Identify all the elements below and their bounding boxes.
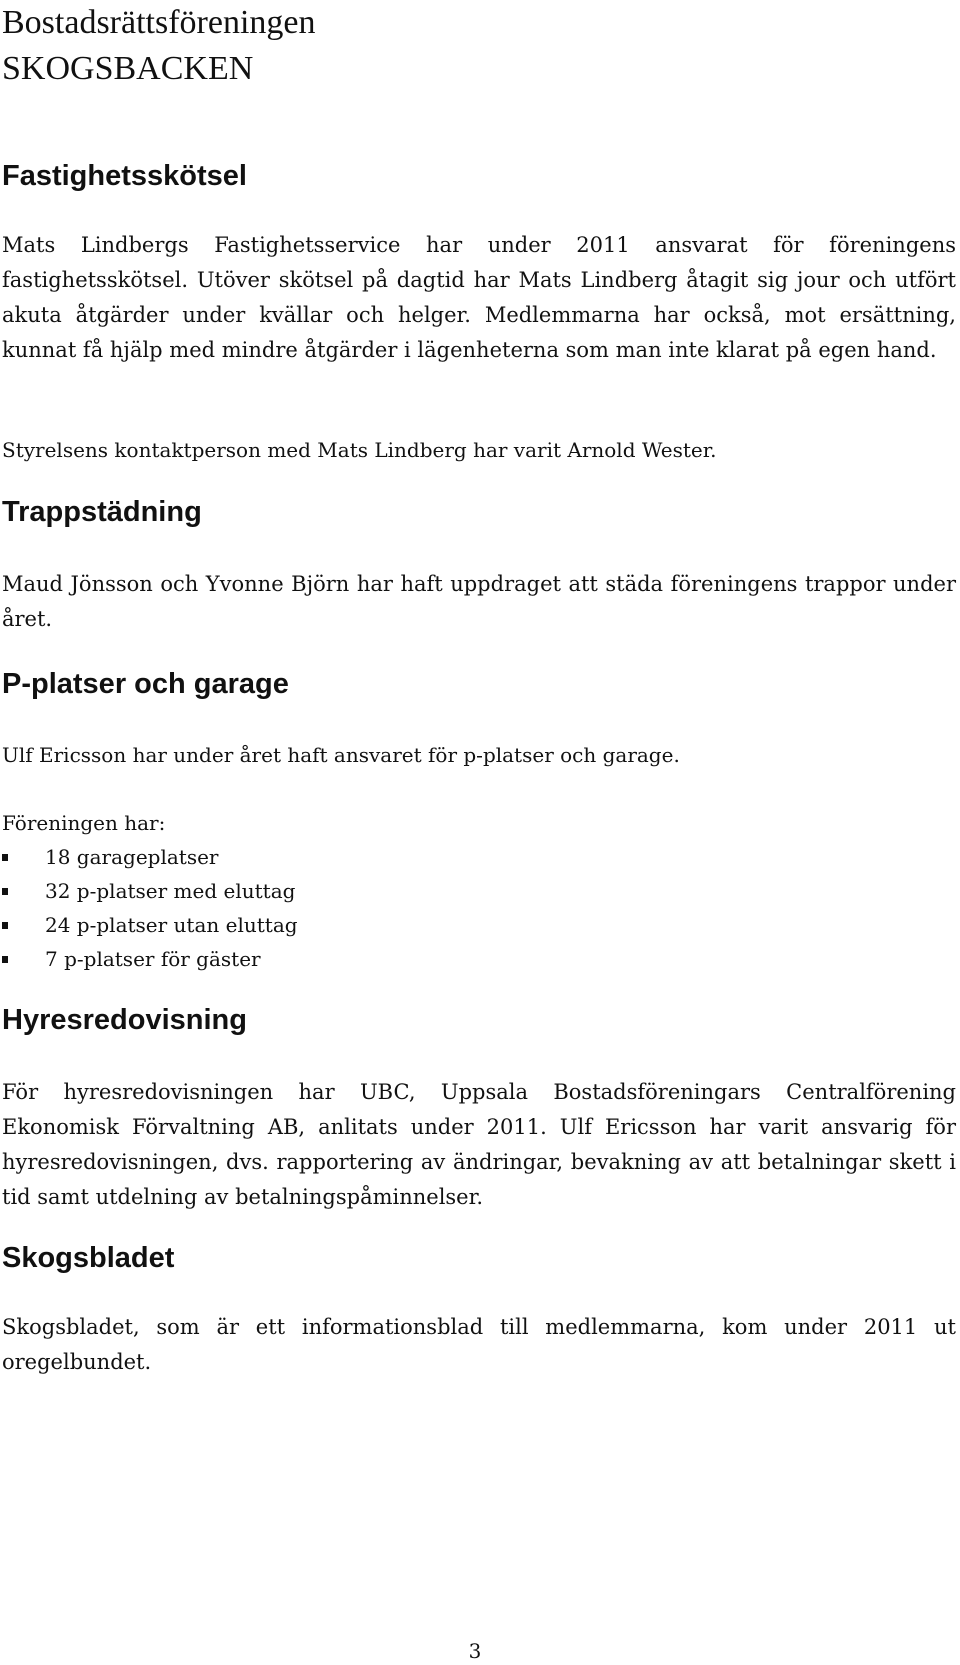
heading-skogsbladet: Skogsbladet <box>2 1242 175 1274</box>
list-item: 18 garageplatser <box>0 840 298 874</box>
bullet-icon <box>2 956 8 963</box>
list-item: 32 p-platser med eluttag <box>0 874 298 908</box>
paragraph-skogsbladet: Skogsbladet, som är ett informationsblad till medlemmarna, kom under 2011 ut oregelbundet. <box>2 1315 956 1374</box>
organization-title <box>2 0 942 92</box>
bullet-icon <box>2 854 8 861</box>
list-item: 24 p-platser utan eluttag <box>0 908 298 942</box>
paragraph-p-platser: Ulf Ericsson har under året haft ansvaret för p-platser och garage. <box>2 743 680 767</box>
page-number: 3 <box>468 1639 482 1663</box>
heading-hyresredovisning: Hyresredovisning <box>2 1004 247 1036</box>
paragraph-kontaktperson: Styrelsens kontaktperson med Mats Lindberg har varit Arnold Wester. <box>2 438 717 462</box>
bullet-icon <box>2 922 8 929</box>
parking-list <box>0 840 298 976</box>
paragraph-trappstadning: Maud Jönsson och Yvonne Björn har haft uppdraget att städa föreningens trappor under året. <box>2 572 956 631</box>
foreningen-har-label: Föreningen har: <box>2 811 166 835</box>
paragraph-hyresredovisning: För hyresredovisningen har UBC, Uppsala Bostadsföreningars Centralförening Ekonomisk Förvaltning AB, anlitats under 2011. Ulf Ericsson har varit ansvarig för hyresredovisningen, dvs. rapportering av ändringar, bevakning av att betalningar skett i tid samt utdelning av betalningspåminnelser. <box>2 1080 956 1209</box>
heading-trappstadning: Trappstädning <box>2 496 202 528</box>
heading-p-platser: P-platser och garage <box>2 668 289 700</box>
organization-name-line1: Bostadsrättsföreningen <box>2 4 316 41</box>
bullet-icon <box>2 888 8 895</box>
list-item: 7 p-platser för gäster <box>0 942 298 976</box>
organization-name-line2: SKOGSBACKEN <box>2 50 254 87</box>
heading-fastighetsskotsel: Fastighetsskötsel <box>2 160 247 192</box>
paragraph-fastighetsskotsel: Mats Lindbergs Fastighetsservice har under 2011 ansvarat för föreningens fastighetsskötsel. Utöver skötsel på dagtid har Mats Lindberg åtagit sig jour och utfört akuta åtgärder under kvällar och helger. Medlemmarna har också, mot ersättning, kunnat få hjälp med mindre åtgärder i lägenheterna som man inte klarat på egen hand. <box>2 233 956 362</box>
